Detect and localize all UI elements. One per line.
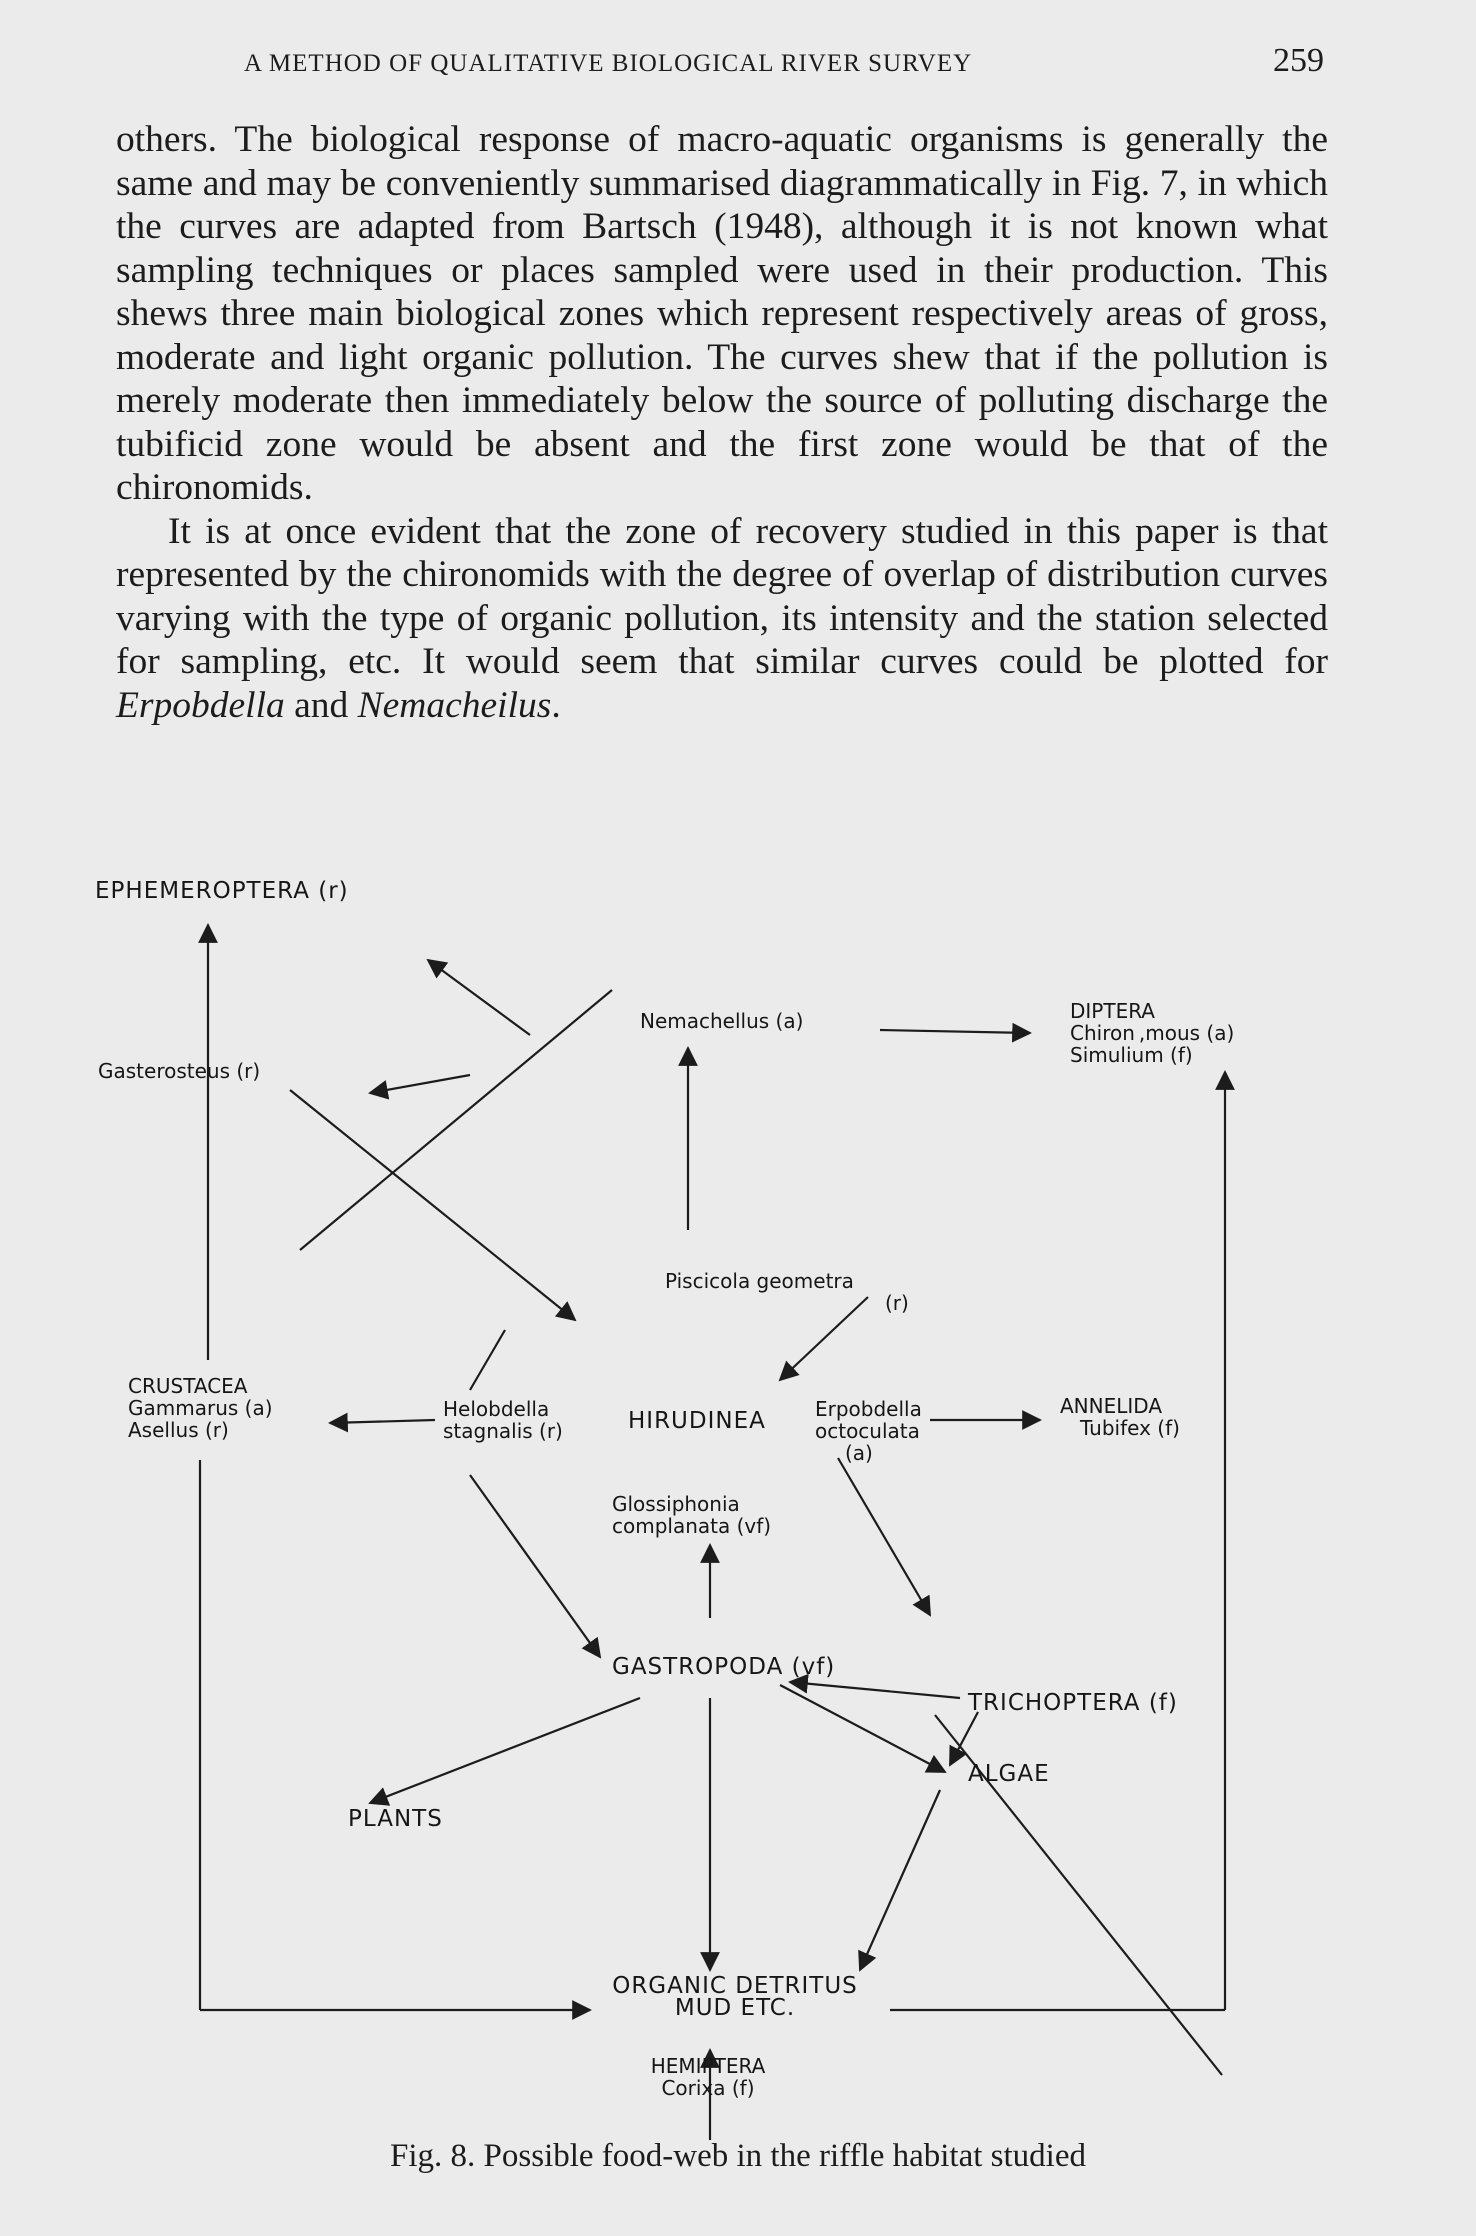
taxon-nemacheilus: Nemacheilus: [357, 684, 552, 726]
erpobdella-genus: Erpobdella: [815, 1397, 922, 1421]
node-diptera: [1070, 1000, 1234, 1066]
node-helobdella: [443, 1398, 563, 1442]
annelida-title: ANNELIDA: [1060, 1394, 1163, 1418]
node-piscicola: [665, 1270, 909, 1314]
node-crustacea: [128, 1375, 273, 1441]
edge-helobdella-gastropoda: [470, 1475, 600, 1657]
node-annelida: [1060, 1395, 1180, 1439]
edge-algae-detritus: [860, 1790, 940, 1970]
edge-helobdella-up: [470, 1330, 505, 1390]
annelida-tubifex: Tubifex (f): [1080, 1416, 1180, 1440]
edge-erpobdella-trichoptera: [838, 1458, 930, 1615]
edge-gastropoda-algae: [780, 1685, 945, 1772]
node-glossiphonia: [612, 1493, 771, 1537]
taxon-erpobdella: Erpobdella: [116, 684, 285, 726]
paragraph-1: others. The biological response of macro-aquatic organisms is generally the same and may be conveniently summarised diagrammatically in Fig. 7, in which the curves are adapted from Bartsch (1948), although it is not known what sampling techniques or places sampled were used in their production. This shews three main biological zones which represent respectively areas of gross, moderate and light organic pollution. The curves shew that if the pollution is merely moderate then immediately below the source of polluting discharge the tubificid zone would be absent and the first zone would be that of the chironomids.: [116, 119, 1328, 508]
erpobdella-species: octoculata: [815, 1419, 920, 1443]
hemiptera-title: HEMIPTERA: [650, 2054, 766, 2078]
node-algae: ALGAE: [968, 1761, 1050, 1787]
body-text: [116, 118, 1328, 727]
edge-helobdella-crustacea: [330, 1420, 435, 1423]
node-gastropoda: GASTROPODA (vf): [612, 1654, 836, 1680]
node-organic-detritus: [590, 1975, 880, 2019]
crustacea-asellus: Asellus (r): [128, 1418, 229, 1442]
edge-nemacheilus-diptera: [880, 1030, 1030, 1033]
glossiphonia-species: complanata (vf): [612, 1514, 772, 1538]
detritus-line-1: ORGANIC DETRITUS: [612, 1973, 858, 1999]
paragraph-2: [116, 510, 1328, 728]
edge-cross-1: [300, 990, 612, 1250]
crustacea-gammarus: Gammarus (a): [128, 1396, 273, 1420]
erpobdella-abundance: (a): [845, 1441, 873, 1465]
paragraph-2-and: and: [284, 684, 358, 726]
food-web-figure: [0, 860, 1476, 2160]
node-trichoptera: TRICHOPTERA (f): [968, 1690, 1178, 1716]
edge-cross-2: [290, 1090, 575, 1320]
piscicola-abundance: (r): [885, 1291, 909, 1315]
node-plants: PLANTS: [348, 1806, 443, 1832]
node-erpobdella: [815, 1398, 922, 1464]
figure-caption: Fig. 8. Possible food-web in the riffle habitat studied: [390, 2138, 1086, 2174]
diptera-title: DIPTERA: [1070, 999, 1155, 1023]
edge-nemacheilus-ephemeroptera: [428, 960, 530, 1035]
node-hirudinea: HIRUDINEA: [628, 1408, 766, 1434]
diptera-chironomus: Chiron ,mous (a): [1070, 1021, 1235, 1045]
edge-gastropoda-trichoptera: [790, 1682, 960, 1698]
piscicola-name: Piscicola geometra: [665, 1269, 854, 1293]
paragraph-2-text: It is at once evident that the zone of recovery studied in this paper is that represented by the chironomids with the degree of overlap of distribution curves varying with the type of organic pollution, its intensity and the station selected for sampling, etc. It would seem that similar curves could be plotted for: [116, 510, 1328, 682]
detritus-line-2: MUD ETC.: [674, 1995, 796, 2021]
node-ephemeroptera: EPHEMEROPTERA (r): [95, 878, 349, 904]
edge-to-gasterosteus: [370, 1075, 470, 1093]
glossiphonia-genus: Glossiphonia: [612, 1492, 740, 1516]
crustacea-title: CRUSTACEA: [128, 1374, 248, 1398]
page-number: 259: [1273, 42, 1324, 79]
node-gasterosteus: Gasterosteus (r): [98, 1059, 261, 1083]
running-head: A METHOD OF QUALITATIVE BIOLOGICAL RIVER SURVEY: [244, 50, 973, 77]
helobdella-genus: Helobdella: [443, 1397, 550, 1421]
node-hemiptera: [608, 2055, 808, 2099]
hemiptera-corixa: Corixa (f): [661, 2076, 755, 2100]
paragraph-2-end: .: [551, 684, 561, 726]
edge-gastropoda-plants: [370, 1698, 640, 1803]
helobdella-species: stagnalis (r): [443, 1419, 563, 1443]
node-nemacheilus: Nemachellus (a): [640, 1009, 804, 1033]
diptera-simulium: Simulium (f): [1070, 1043, 1193, 1067]
